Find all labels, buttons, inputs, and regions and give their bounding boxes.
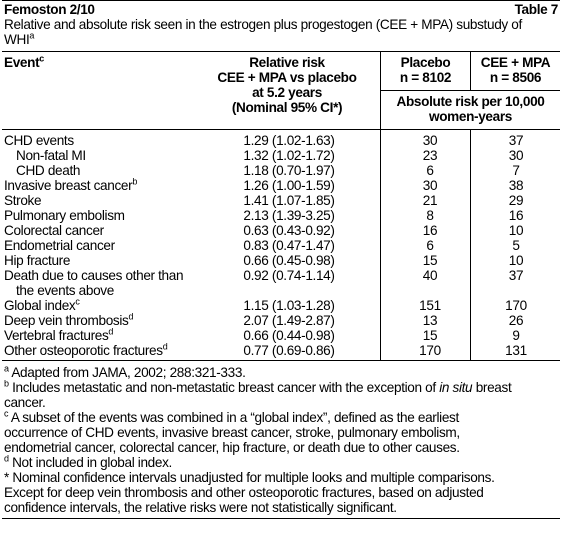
event-cell: Death due to causes other than [4,268,184,283]
cee-mpa-cell: 5 [512,238,520,253]
rr-header-line: at 5.2 years [252,85,322,100]
relative-risk-cell: 2.13 (1.39-3.25) [243,208,335,223]
relative-risk-header [194,55,380,115]
event-label: Deep vein thrombosis [4,313,129,328]
footnote-star: * Nominal confidence intervals unadjusted for multiple looks and multiple comparisons. [4,470,495,485]
event-cell: Pulmonary embolism [4,208,125,223]
event-footnote-mark: d [162,341,168,352]
table-top-rule [2,51,560,52]
table-number: Table 7 [514,2,558,17]
relative-risk-cell: 1.18 (0.70-1.97) [243,163,335,178]
cee-mpa-cell: 170 [505,298,527,313]
table-row [4,313,558,328]
cee-header-line: CEE + MPA [480,55,551,70]
footnote-mark: c [4,408,9,419]
cee-mpa-cell: 37 [508,268,524,283]
event-header-footnote: c [39,53,44,64]
footnote-mark: d [4,453,9,464]
relative-risk-cell: 0.83 (0.47-1.47) [243,238,335,253]
table-row [4,193,558,208]
relative-risk-cell: 0.63 (0.43-0.92) [243,223,335,238]
placebo-cell: 23 [422,148,438,163]
relative-risk-cell: 1.15 (1.03-1.28) [243,298,335,313]
event-cell-continuation: the events above [16,283,114,298]
caption-footnote-mark: a [29,30,35,41]
table-row [4,223,558,238]
cee-mpa-cell: 29 [508,193,524,208]
relative-risk-cell: 1.26 (1.00-1.59) [243,178,335,193]
event-cell [4,178,194,193]
table-row [4,328,558,343]
footnote-b-continuation: cancer. [4,395,46,410]
page-header [4,2,558,18]
relative-risk-cell: 0.66 (0.44-0.98) [243,328,335,343]
cee-mpa-cell: 9 [512,328,520,343]
event-cell: Non-fatal MI [16,148,86,163]
placebo-cell: 21 [422,193,438,208]
relative-risk-cell: 0.66 (0.45-0.98) [243,253,335,268]
absolute-risk-rule [380,90,560,91]
footnote-text: Adapted from JAMA, 2002; 288:321-333. [8,365,246,380]
event-footnote-mark: d [128,311,134,322]
placebo-cell: 15 [422,253,438,268]
event-cell [4,343,194,358]
event-cell: Endometrial cancer [4,238,115,253]
cee-mpa-cell: 16 [508,208,524,223]
footnote-star-line-2: Except for deep vein thrombosis and other osteoporotic fractures, based on adjusted [4,485,484,500]
cee-mpa-header [471,55,560,85]
cee-mpa-cell: 26 [508,313,524,328]
event-cell: Colorectal cancer [4,223,104,238]
rr-header-line: Relative risk [249,55,325,70]
table-row-continuation [4,283,558,298]
event-label: Other osteoporotic fractures [4,343,163,358]
footnote-c-line-3: endometrial cancer, colorectal cancer, hip fracture, or death due to other causes. [4,440,460,455]
placebo-cell: 30 [422,178,438,193]
table-row [4,178,558,193]
cee-mpa-cell: 10 [508,253,524,268]
placebo-cell: 6 [426,238,434,253]
table-row [4,298,558,313]
footnote-d [4,455,558,470]
abs-header-line: women-years [428,109,513,124]
event-cell: Stroke [4,193,42,208]
placebo-cell: 16 [422,223,438,238]
table-row [4,343,558,358]
relative-risk-cell: 0.92 (0.74-1.14) [243,268,335,283]
placebo-cell: 151 [419,298,441,313]
footnote-italic-text: in situ [439,380,473,395]
footnote-text: breast [472,380,512,395]
event-label: Invasive breast cancer [4,178,133,193]
header-bottom-rule [2,129,560,130]
abs-header-line: Absolute risk per 10,000 [396,94,545,109]
event-footnote-mark: d [108,326,114,337]
event-cell [4,298,194,313]
event-cell: Hip fracture [4,253,71,268]
cee-header-line: n = 8506 [489,70,542,85]
cee-mpa-cell: 38 [508,178,524,193]
product-name: Femoston 2/10 [4,2,95,17]
cee-mpa-cell: 131 [505,343,527,358]
event-label: Vertebral fractures [4,328,109,343]
placebo-header-line: Placebo [400,55,451,70]
relative-risk-cell: 2.07 (1.49-2.87) [243,313,335,328]
relative-risk-cell: 1.32 (1.02-1.72) [243,148,335,163]
footnote-mark: a [4,363,9,374]
table-row [4,253,558,268]
table-caption [4,17,554,47]
placebo-cell: 170 [419,343,441,358]
placebo-cell: 13 [422,313,438,328]
relative-risk-cell: 0.77 (0.69-0.86) [243,343,335,358]
rr-header-line: (Nominal 95% CI*) [231,100,343,115]
event-header-label: Event [4,55,40,70]
absolute-risk-header [381,94,560,124]
event-label: Global index [4,298,76,313]
footnote-c-line-2: occurrence of CHD events, invasive breast cancer, stroke, pulmonary embolism, [4,425,460,440]
cee-mpa-cell: 7 [512,163,520,178]
footnote-text: A subset of the events was combined in a “global index”, defined as the earliest [8,410,459,425]
table-row [4,208,558,223]
cee-mpa-cell: 37 [508,133,524,148]
table-row [4,268,558,283]
cee-mpa-cell: 10 [508,223,524,238]
column-divider [380,129,381,360]
footnote-c [4,410,558,425]
footnote-text: Not included in global index. [8,455,172,470]
placebo-header [381,55,470,85]
placebo-cell: 30 [422,133,438,148]
footnote-a [4,365,558,380]
footnote-star-line-3: confidence intervals, the relative risks were not statistically significant. [4,500,397,515]
table-row [4,133,558,148]
table-row [4,238,558,253]
event-footnote-mark: b [132,176,137,187]
placebo-cell: 40 [422,268,438,283]
event-cell: CHD death [16,163,81,178]
caption-text: Relative and absolute risk seen in the estrogen plus progestogen (CEE + MPA) substudy of WHI [4,17,522,47]
placebo-header-line: n = 8102 [399,70,452,85]
footnote-mark: b [4,378,9,389]
top-rule [2,0,560,1]
cee-mpa-cell: 30 [508,148,524,163]
footnote-b [4,380,558,395]
placebo-cell: 8 [426,208,434,223]
event-cell [4,313,194,328]
relative-risk-cell: 1.29 (1.02-1.63) [243,133,335,148]
event-cell: CHD events [4,133,74,148]
placebo-cell: 6 [426,163,434,178]
footnote-text: Includes metastatic and non-metastatic breast cancer with the exception of [8,380,440,395]
table-row [4,163,558,178]
placebo-cell: 15 [422,328,438,343]
column-divider [470,129,471,360]
event-footnote-mark: c [75,296,80,307]
relative-risk-cell: 1.41 (1.07-1.85) [243,193,335,208]
table-row [4,148,558,163]
footnote-bottom-rule [2,518,560,519]
table-bottom-rule [2,360,560,361]
event-column-header [4,55,44,70]
rr-header-line: CEE + MPA vs placebo [217,70,357,85]
